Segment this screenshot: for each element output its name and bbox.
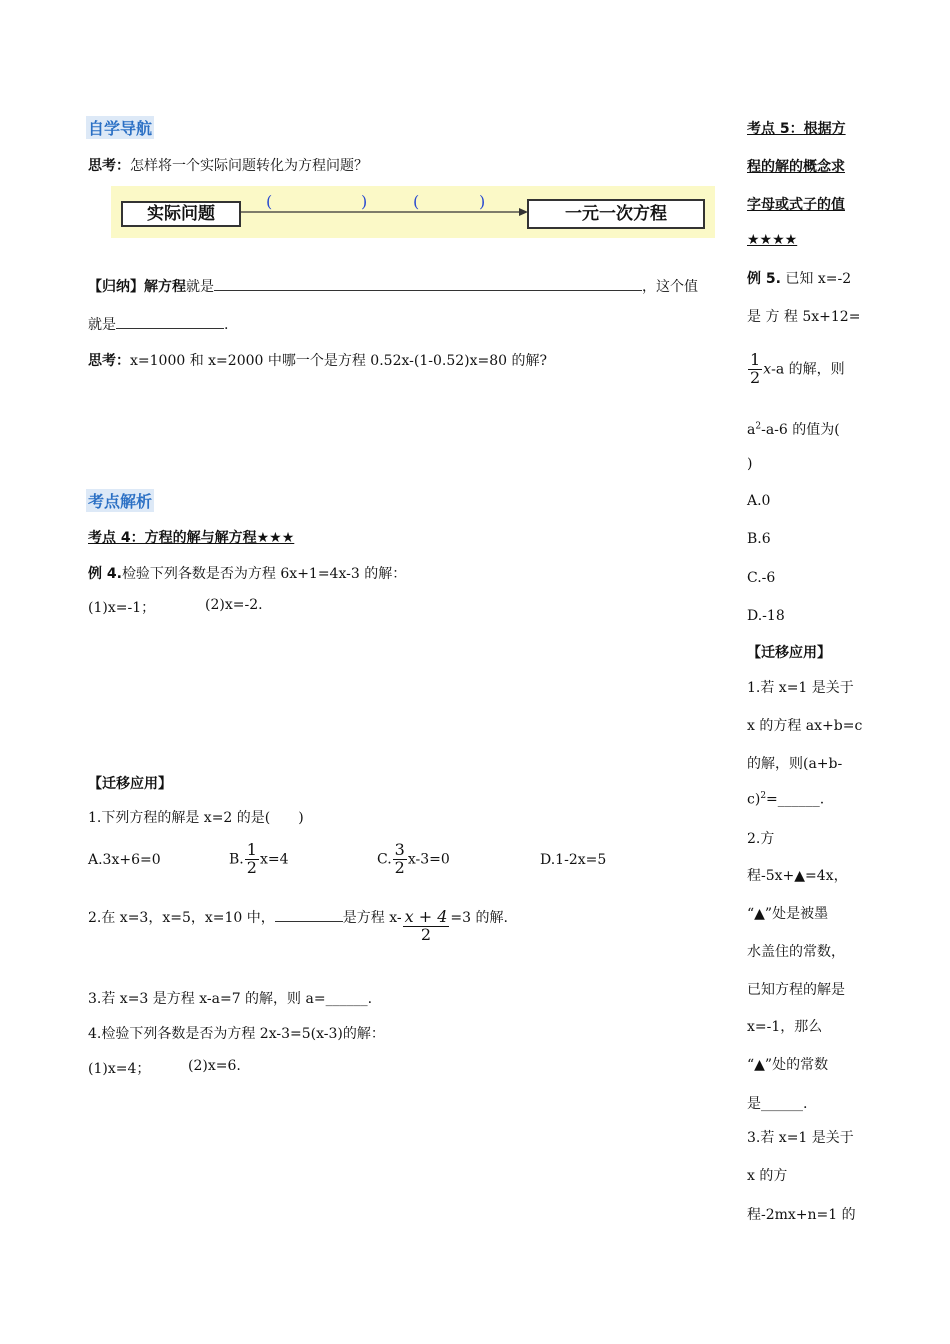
example-5-option-c: C.-6 (747, 570, 776, 586)
transfer2-line-2: x 的方程 ax+b=c (747, 718, 863, 734)
transfer1-q3: 3.若 x=3 是方程 x-a=7 的解，则 a=______. (88, 991, 373, 1007)
transfer2-line-11: “▲”处的常数 (747, 1057, 829, 1073)
transfer2-l4-a: c) (747, 791, 761, 808)
example-5-line-5: ) (747, 456, 753, 472)
transfer2-line-1: 1.若 x=1 是关于 (747, 680, 854, 696)
example-4-sub-2: (2)x=-2. (205, 597, 263, 613)
q2-prefix: 2.在 x=3，x=5，x=10 中， (88, 910, 275, 926)
transfer2-line-9: 已知方程的解是 (747, 982, 845, 998)
example-5-option-d: D.-18 (747, 608, 785, 624)
think-question-2 (88, 350, 547, 370)
q1-option-c (377, 842, 450, 877)
section-title-analysis: 考点解析 (86, 489, 154, 512)
point5-stars: ★★★★ (747, 232, 798, 248)
example-5-label: 例 5. (747, 271, 781, 287)
example-5-x: x (763, 361, 772, 378)
transfer2-line-6: 程-5x+▲=4x， (747, 868, 848, 884)
point5-title-line-3: 字母或式子的值 (747, 197, 845, 213)
example-5-option-a: A.0 (747, 493, 771, 509)
transfer2-line-5: 2.方 (747, 831, 775, 847)
summary-line-1 (88, 276, 698, 296)
example-5-sup: 2 (755, 421, 762, 432)
transfer1-q4: 4.检验下列各数是否为方程 2x-3=5(x-3)的解： (88, 1026, 385, 1042)
point4-title: 考点 4：方程的解与解方程★★★ (88, 530, 295, 546)
q2-num: x + 4 (404, 907, 448, 927)
example-5-line-1 (747, 268, 851, 288)
q2-blank (275, 907, 343, 922)
think-label: 思考： (88, 158, 130, 174)
example-4 (88, 563, 406, 583)
q1-c-num: 3 (394, 840, 405, 859)
q1-b-prefix: B. (229, 851, 244, 868)
transfer2-line-8: 水盖住的常数， (747, 944, 845, 960)
transfer2-line-12: 是______. (747, 1096, 808, 1112)
q1-b-num: 1 (246, 840, 257, 859)
example-4-label: 例 4. (88, 566, 122, 582)
think2-text: x=1000 和 x=2000 中哪一个是方程 0.52x-(1-0.52)x=80 的解? (130, 353, 547, 369)
example-5-frac-den: 2 (750, 367, 761, 387)
transfer2-line-10: x=-1，那么 (747, 1019, 823, 1035)
transfer2-line-15: 程-2mx+n=1 的 (747, 1207, 856, 1223)
example-5-frac-num: 1 (750, 350, 761, 369)
q1-option-a: A.3x+6=0 (88, 852, 161, 868)
flow-paren-2-open: ( (413, 192, 420, 211)
summary-line2-end: . (224, 317, 229, 333)
example-5-a: a (747, 422, 756, 438)
transfer2-l4-sup: 2 (760, 791, 767, 801)
transfer1-q1: 1.下列方程的解是 x=2 的是( ) (88, 810, 304, 826)
transfer-title-2: 【迁移应用】 (747, 645, 831, 661)
flow-paren-1-close: ) (361, 192, 368, 211)
q1-c-fraction (393, 842, 407, 877)
transfer2-line-14: x 的方 (747, 1168, 788, 1184)
think-question-1 (88, 155, 368, 175)
q2-den: 2 (420, 925, 432, 944)
flow-paren-2-close: ) (479, 192, 486, 211)
q2-mid: 是方程 x- (342, 910, 402, 926)
q2-fraction (403, 909, 450, 944)
flow-paren-1-open: ( (266, 192, 273, 211)
summary-blank-2 (116, 314, 224, 329)
q1-c-prefix: C. (377, 851, 392, 868)
transfer-title-1: 【迁移应用】 (88, 776, 172, 792)
transfer1-q4-sub-1: (1)x=4； (88, 1061, 151, 1077)
example-5-line-4 (747, 419, 840, 439)
example-5-text: 已知 x=-2 (785, 271, 852, 287)
example-5-line-3-text: -a 的解，则 (771, 361, 845, 378)
flow-arrow (239, 204, 529, 220)
summary-line2-prefix: 就是 (88, 317, 116, 333)
section-title-self-study: 自学导航 (86, 116, 154, 139)
point5-title-line-2: 程的解的概念求 (747, 159, 845, 175)
summary-line-2 (88, 314, 228, 334)
point5-title-line-1: 考点 5：根据方 (747, 121, 846, 137)
summary-comma-text: ，这个值 (642, 279, 698, 295)
summary-blank-1 (214, 276, 642, 291)
flowchart (111, 186, 715, 238)
transfer2-line-13: 3.若 x=1 是关于 (747, 1130, 854, 1146)
transfer2-line-3: 的解，则(a+b- (747, 756, 843, 772)
q2-suffix: =3 的解. (450, 910, 508, 926)
summary-is: 就是 (186, 279, 214, 295)
flow-start-box: 实际问题 (121, 201, 241, 227)
q1-option-b (229, 842, 288, 877)
summary-term: 解方程 (144, 279, 186, 295)
think-text: 怎样将一个实际问题转化为方程问题？ (130, 158, 368, 174)
example-5-option-b: B.6 (747, 531, 771, 547)
example-5-line-2: 是 方 程 5x+12= (747, 309, 861, 325)
transfer2-l4-b: =______. (766, 791, 825, 808)
example-5-line-4-text: -a-6 的值为( (761, 422, 840, 438)
summary-label: 【归纳】 (88, 279, 144, 295)
transfer2-line-4 (747, 791, 824, 808)
example-5-line-3 (747, 352, 845, 387)
q1-option-d: D.1-2x=5 (540, 852, 607, 868)
q1-b-den: 2 (246, 857, 257, 877)
transfer1-q4-sub-2: (2)x=6. (188, 1058, 241, 1074)
q1-b-fraction (245, 842, 259, 877)
q1-c-suffix: x-3=0 (407, 851, 450, 868)
q1-b-suffix: x=4 (259, 851, 289, 868)
transfer2-line-7: “▲”处是被墨 (747, 906, 829, 922)
flow-end-box: 一元一次方程 (527, 199, 705, 229)
think2-label: 思考： (88, 353, 130, 369)
q1-c-den: 2 (394, 857, 405, 877)
example-4-sub-1: (1)x=-1； (88, 600, 156, 616)
transfer1-q2 (88, 907, 508, 944)
example-4-text: 检验下列各数是否为方程 6x+1=4x-3 的解： (121, 566, 407, 582)
example-5-fraction (748, 352, 762, 387)
